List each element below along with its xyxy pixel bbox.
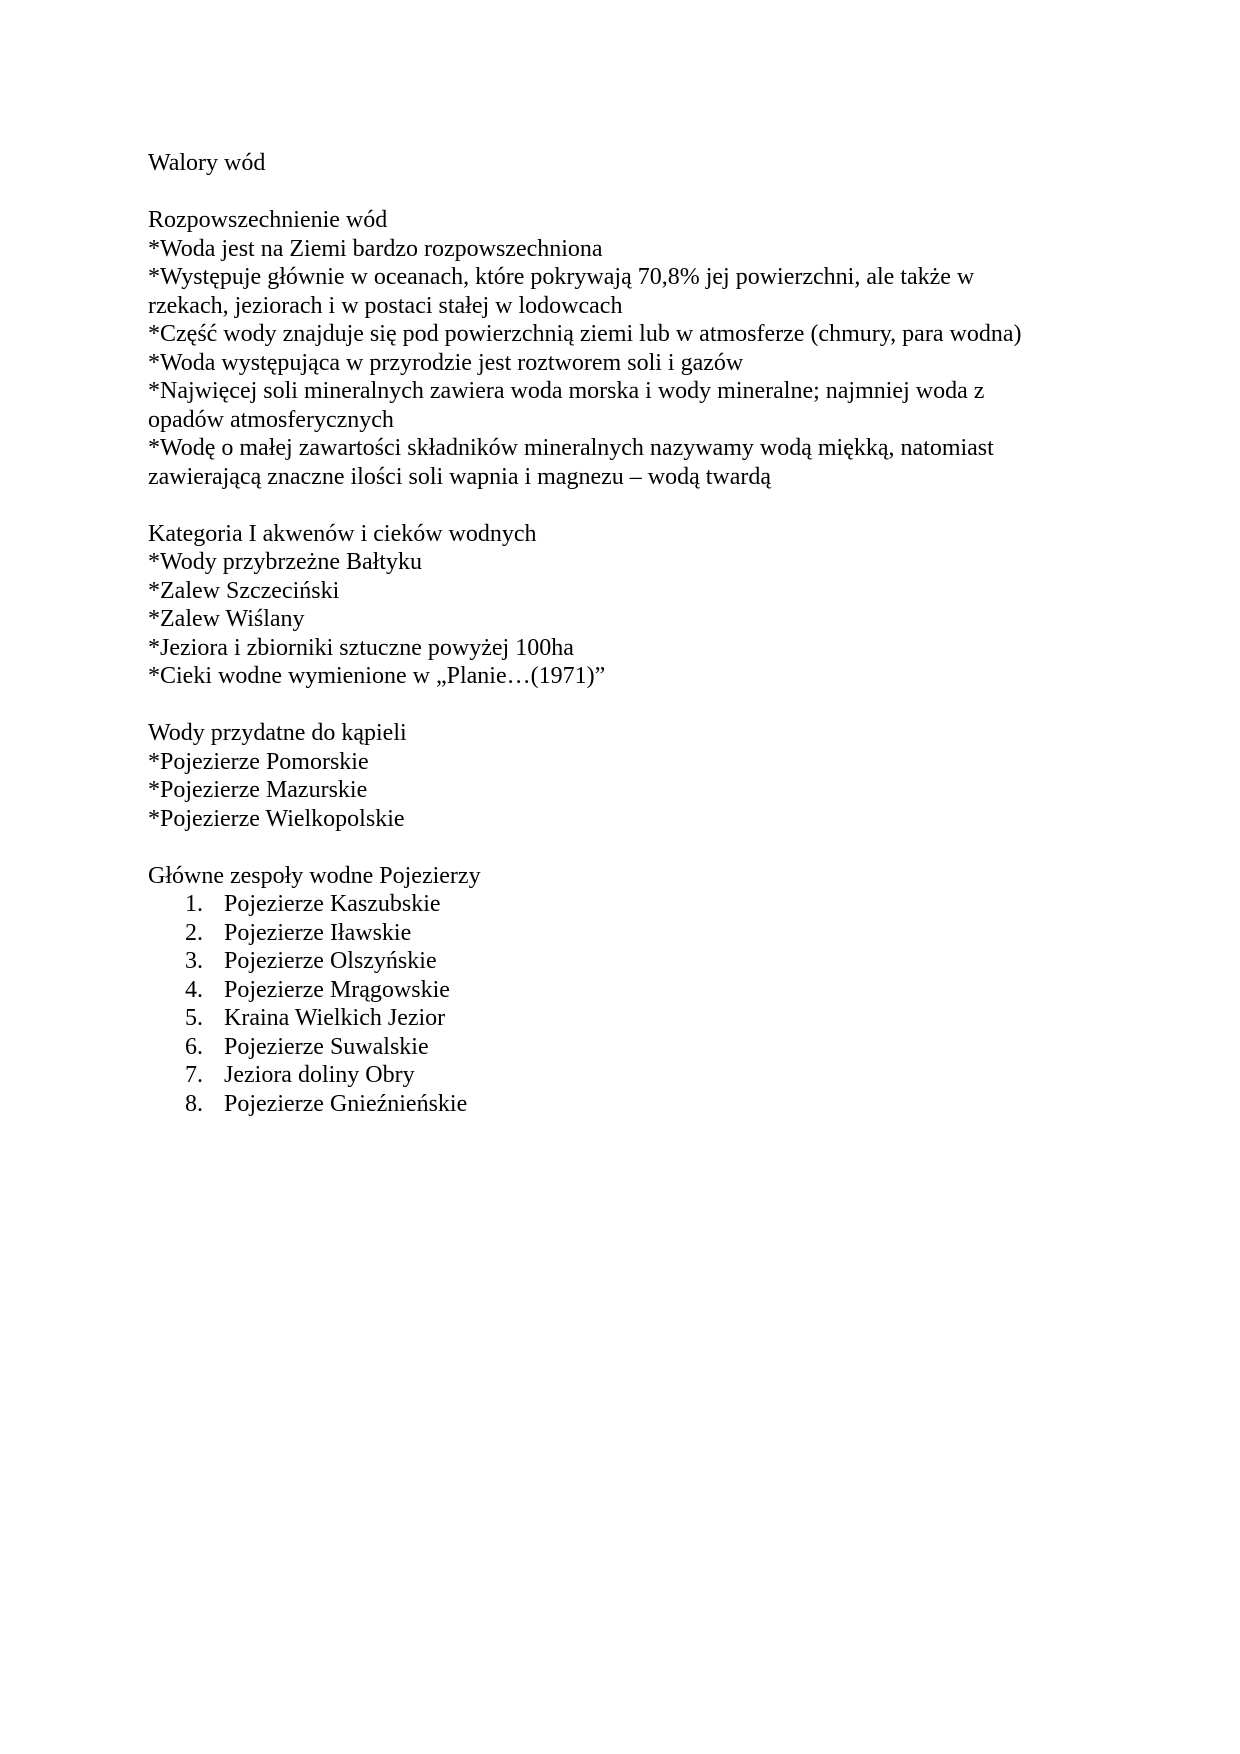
blank-line (148, 178, 1092, 207)
list-item-text: Pojezierze Mrągowskie (224, 976, 450, 1003)
bullet-line: *Woda występująca w przyrodzie jest roztworem soli i gazów (148, 349, 744, 376)
section-heading-kategoria: Kategoria I akwenów i cieków wodnych (148, 520, 537, 547)
list-item-number: 3. (185, 948, 203, 974)
bullet-line: *Woda jest na Ziemi bardzo rozpowszechniona (148, 235, 603, 262)
bullet-line: *Jeziora i zbiorniki sztuczne powyżej 100ha (148, 634, 574, 661)
bullet-line: *Wody przybrzeżne Bałtyku (148, 549, 422, 575)
list-item-text: Pojezierze Kaszubskie (224, 891, 441, 917)
bullet-line: *Najwięcej soli mineralnych zawiera woda morska i wody mineralne; najmniej woda z (148, 378, 985, 404)
list-item (148, 976, 1092, 1005)
list-item (148, 1004, 1092, 1033)
list-item-text: Pojezierze Gnieźnieńskie (224, 1090, 468, 1117)
blank-line (148, 691, 1092, 720)
blank-line (148, 833, 1092, 862)
list-item (148, 919, 1092, 948)
section-heading-glowne-zespoly: Główne zespoły wodne Pojezierzy (148, 862, 481, 889)
list-item-number: 2. (185, 919, 203, 946)
bullet-line-continuation: zawierającą znaczne ilości soli wapnia i magnezu – wodą twardą (148, 463, 772, 490)
blank-line (148, 491, 1092, 520)
list-item (148, 1033, 1092, 1062)
list-item-text: Kraina Wielkich Jezior (224, 1005, 446, 1031)
bullet-line: *Pojezierze Wielkopolskie (148, 805, 405, 832)
list-item (148, 890, 1092, 919)
list-item-number: 6. (185, 1033, 203, 1060)
bullet-line: *Występuje głównie w oceanach, które pokrywają 70,8% jej powierzchni, ale także w (148, 264, 975, 290)
bullet-line-continuation: opadów atmosferycznych (148, 406, 394, 433)
list-item-text: Jeziora doliny Obry (224, 1062, 415, 1088)
bullet-line: *Zalew Szczeciński (148, 577, 340, 604)
document-title: Walory wód (148, 150, 266, 176)
bullet-line-continuation: rzekach, jeziorach i w postaci stałej w lodowcach (148, 292, 623, 319)
list-item (148, 947, 1092, 976)
list-item-number: 8. (185, 1090, 203, 1117)
bullet-line: *Pojezierze Mazurskie (148, 777, 368, 803)
list-item-number: 7. (185, 1062, 203, 1088)
list-item-number: 1. (185, 891, 203, 917)
list-item-number: 5. (185, 1005, 203, 1031)
list-item-text: Pojezierze Iławskie (224, 919, 412, 946)
list-item-number: 4. (185, 976, 203, 1003)
list-item (148, 1090, 1092, 1119)
bullet-line: *Pojezierze Pomorskie (148, 748, 369, 775)
list-item-text: Pojezierze Suwalskie (224, 1033, 429, 1060)
section-heading-wody-przydatne: Wody przydatne do kąpieli (148, 720, 407, 746)
bullet-line: *Zalew Wiślany (148, 606, 305, 632)
section-heading-rozpowszechnienie: Rozpowszechnienie wód (148, 207, 388, 233)
bullet-line: *Cieki wodne wymienione w „Planie…(1971)” (148, 663, 606, 689)
list-item-text: Pojezierze Olszyńskie (224, 948, 437, 974)
bullet-line: *Część wody znajduje się pod powierzchnią ziemi lub w atmosferze (chmury, para wodna) (148, 321, 1022, 347)
bullet-line: *Wodę o małej zawartości składników mineralnych nazywamy wodą miękką, natomiast (148, 435, 994, 461)
document-text (148, 149, 1092, 1118)
list-item (148, 1061, 1092, 1090)
